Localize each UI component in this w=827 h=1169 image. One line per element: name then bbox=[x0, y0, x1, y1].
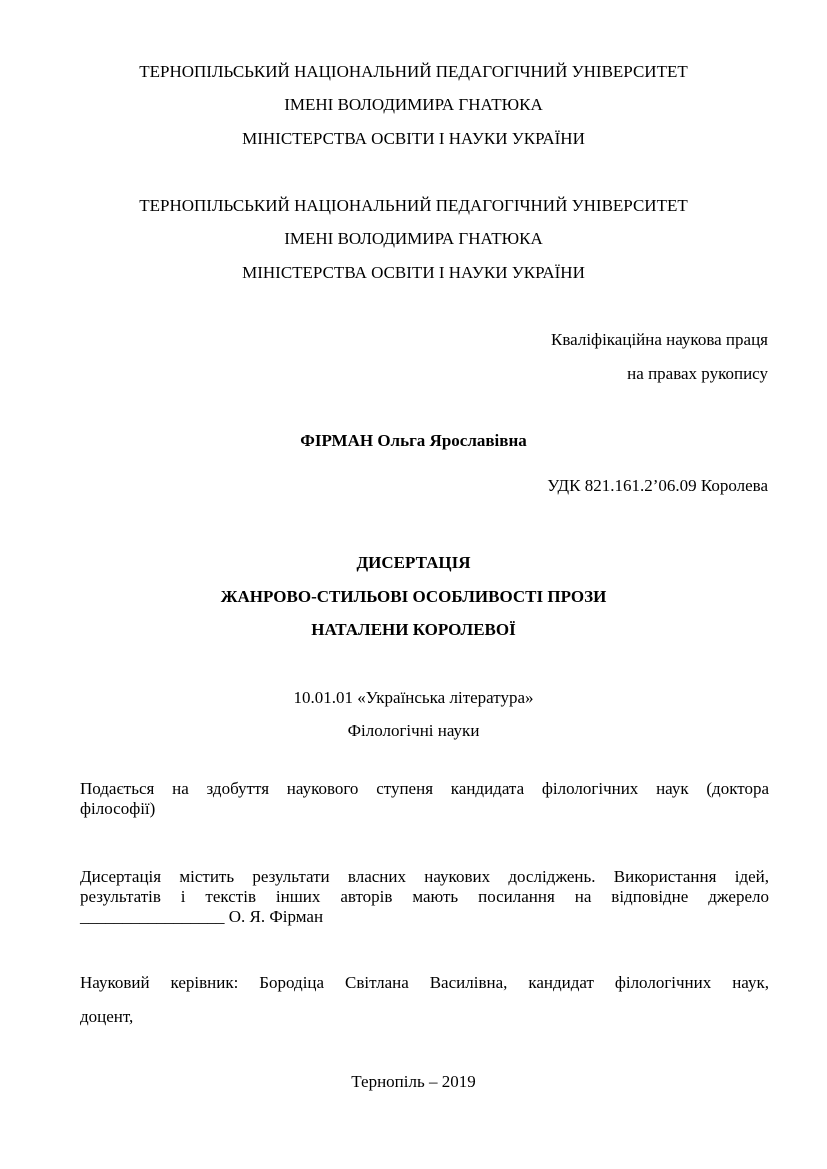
specialty-field: Філологічні науки bbox=[347, 721, 480, 740]
university-name-line-2: ІМЕНІ ВОЛОДИМИРА ГНАТЮКА bbox=[284, 95, 543, 114]
udk-code: УДК 821.161.2’06.09 Королева bbox=[547, 476, 768, 495]
qualification-line-1: Кваліфікаційна наукова праця bbox=[551, 330, 768, 349]
ministry-line: МІНІСТЕРСТВА ОСВІТИ І НАУКИ УКРАЇНИ bbox=[242, 129, 585, 148]
specialty-code: 10.01.01 «Українська література» bbox=[293, 688, 534, 707]
originality-statement-line-2: результатів і текстів інших авторів мають посилання на відповідне джерело bbox=[80, 887, 769, 906]
place-and-year: Тернопіль – 2019 bbox=[351, 1072, 476, 1091]
qualification-line-2: на правах рукопису bbox=[627, 364, 768, 383]
university-name-repeat-line-1: ТЕРНОПІЛЬСЬКИЙ НАЦІОНАЛЬНИЙ ПЕДАГОГІЧНИЙ УНІВЕРСИТЕТ bbox=[139, 196, 688, 215]
degree-statement bbox=[80, 779, 769, 819]
university-name-repeat-line-2: ІМЕНІ ВОЛОДИМИРА ГНАТЮКА bbox=[284, 229, 543, 248]
dissertation-title-line-2: НАТАЛЕНИ КОРОЛЕВОЇ bbox=[311, 620, 516, 639]
originality-statement bbox=[80, 867, 769, 927]
supervisor-line-1: Науковий керівник: Бородіца Світлана Василівна, кандидат філологічних наук, bbox=[80, 973, 769, 992]
signature-line: _________________ bbox=[80, 907, 225, 926]
supervisor-statement-continued bbox=[80, 1007, 769, 1027]
ministry-repeat-line: МІНІСТЕРСТВА ОСВІТИ І НАУКИ УКРАЇНИ bbox=[242, 263, 585, 282]
supervisor-statement bbox=[80, 973, 769, 993]
originality-statement-line-1: Дисертація містить результати власних наукових досліджень. Використання ідей, bbox=[80, 867, 769, 886]
author-name: ФІРМАН Ольга Ярославівна bbox=[300, 431, 527, 450]
dissertation-title-line-1: ЖАНРОВО-СТИЛЬОВІ ОСОБЛИВОСТІ ПРОЗИ bbox=[220, 587, 607, 606]
university-name-line-1: ТЕРНОПІЛЬСЬКИЙ НАЦІОНАЛЬНИЙ ПЕДАГОГІЧНИЙ УНІВЕРСИТЕТ bbox=[139, 62, 688, 81]
degree-statement-line-2: філософії) bbox=[80, 799, 156, 818]
signature-row bbox=[80, 907, 769, 927]
degree-statement-line-1: Подається на здобуття наукового ступеня кандидата філологічних наук (доктора bbox=[80, 779, 769, 798]
signature-name: О. Я. Фірман bbox=[228, 907, 324, 926]
supervisor-line-2: доцент, bbox=[80, 1007, 134, 1026]
dissertation-label: ДИСЕРТАЦІЯ bbox=[356, 553, 471, 572]
